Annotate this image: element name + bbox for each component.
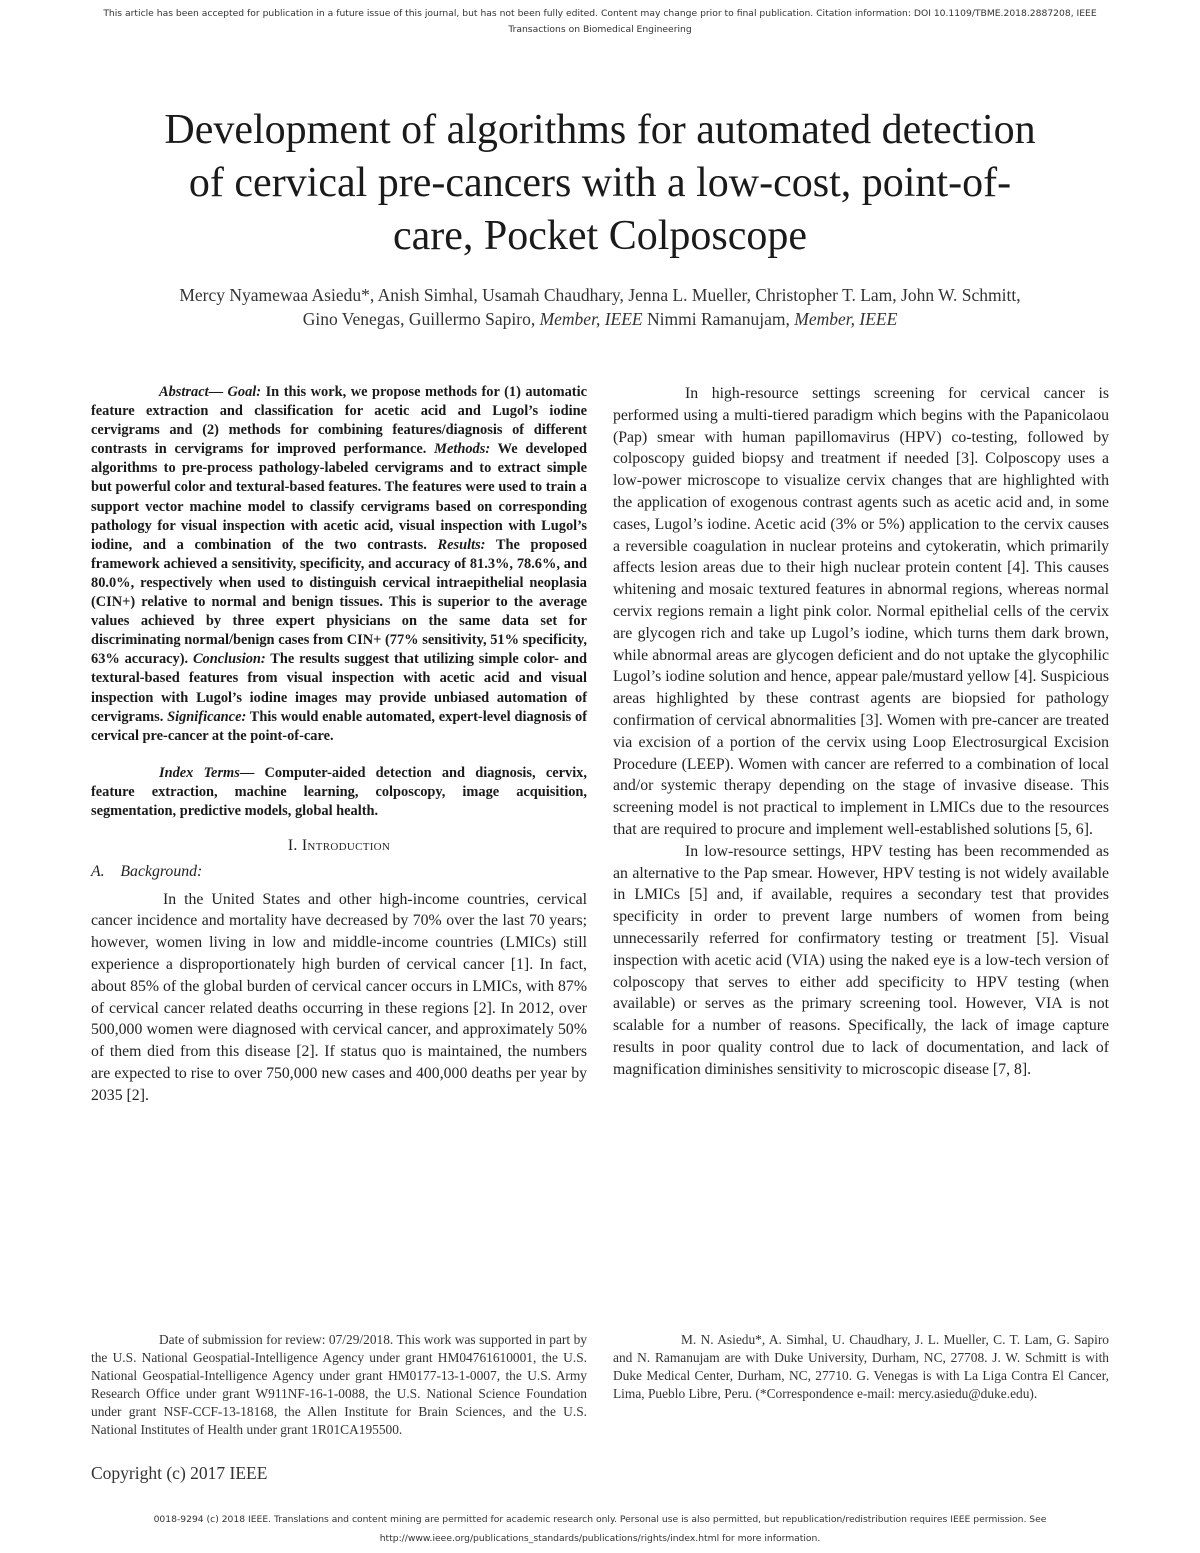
left-column [91,383,587,1107]
copyright-notice: Copyright (c) 2017 IEEE [91,1463,268,1483]
results-label: Results: [437,536,486,553]
intro-paragraph: In the United States and other high-income countries, cervical cancer incidence and mortality have decreased by 70% over the last 70 years; however, women living in low and middle-income countries (LMICs) still experience a disproportionately high burden of cervical cancer [1]. In fact, about 85% of the global burden of cervical cancer occurs in LMICs, with 87% of cervical cancer related deaths occurring in these regions [2]. In 2012, over 500,000 women were diagnosed with cervical cancer, and approximately 50% of them died from this disease [2]. If status quo is maintained, the numbers are expected to rise to over 750,000 new cases and 400,000 deaths per year by 2035 [2]. [91,890,587,1104]
index-terms-text: Computer-aided detection and diagnosis, cervix, feature extraction, machine learning, colposcopy, image acquisition, segmentation, predictive models, global health. [91,764,587,819]
header-citation-line: This article has been accepted for publication in a future issue of this journal, but has not been fully edited. Content may change prior to final publication. Citation information: DOI 10.1109/TBME.2018.2887208, IEEE [103,8,1097,19]
index-terms-label: Index Terms [159,764,240,781]
running-header [0,6,1200,38]
author-list [170,283,1030,331]
funding-footnote-text: Date of submission for review: 07/29/2018. This work was supported in part by the U.S. National Geospatial-Intelligence Agency under grant HM04761610001, the U.S. National Geospatial-Intelligence Agency under grant HM0177-13-1-0007, the U.S. Army Research Office under grant W911NF-16-1-0088, the U.S. National Science Foundation under grant NSF-CCF-13-18168, the Allen Institute for Brain Sciences, and the U.S. National Institutes of Health under grant 1R01CA195500. [91,1332,587,1438]
section-number: I. [287,837,298,855]
abstract: Abstract— Goal: In this work, we propose methods for (1) automatic feature extraction and classification for acetic acid and Lugol’s iodine cervigrams and (2) methods for combining features/diagnosis of different contrasts in cervigrams for improved performance. Methods: We developed algorithms to pre-process pathology-labeled cervigrams and to extract simple but powerful color and textural-based features. The features were used to train a support vector machine model to classify cervigrams based on corresponding pathology for visual inspection with acetic acid, visual inspection with Lugol’s iodine, and a combination of the two contrasts. Results: The proposed framework achieved a sensitivity, specificity, and accuracy of 81.3%, 78.6%, and 80.0%, respectively when used to distinguish cervical intraepithelial neoplasia (CIN+) relative to normal and benign tissues. This is superior to the average values achieved by three expert physicians on the same data set for discriminating normal/benign cases from CIN+ (77% sensitivity, 51% specificity, 63% accuracy). Conclusion: The results suggest that utilizing simple color- and textural-based features from visual inspection with acetic acid and visual inspection with Lugol’s iodine images may provide unbiased automation of cervigrams. Significance: This would enable automated, expert-level diagnosis of cervical pre-cancer at the point-of-care. [91,384,587,744]
subsection-heading-background [91,861,587,883]
abstract-methods: We developed algorithms to pre-process pathology-labeled cervigrams and to extract simple but powerful color and textural-based features. The features were used to train a support vector machine model to classify cervigrams based on corresponding pathology for visual inspection with acetic acid, visual inspection with Lugol’s iodine, and a combination of the two contrasts. [91,441,587,553]
page-footer [0,1510,1200,1548]
abstract-significance: This would enable automated, expert-level diagnosis of cervical pre-cancer at the point-of-care. [91,708,587,744]
abstract-goal: In this work, we propose methods for (1) automatic feature extraction and classification for acetic acid and Lugol’s iodine cervigrams and (2) methods for combining features/diagnosis of different contrasts in cervigrams for improved performance. [91,384,587,458]
abstract-conclusion: The results suggest that utilizing simple color- and textural-based features from visual inspection with acetic acid and visual inspection with Lugol’s iodine images may provide unbiased automation of cervigrams. [91,651,587,725]
screening-paragraph: In high-resource settings screening for cervical cancer is performed using a multi-tiered paradigm which begins with the Papanicolaou (Pap) smear with human papillomavirus (HPV) co-testing, followed by colposcopy guided biopsy and treatment if needed [3]. Colposcopy uses a low-power microscope to visualize cervix changes that are highlighted with the application of exogenous contrast agents such as acetic acid and, in some cases, Lugol’s iodine. Acetic acid (3% or 5%) application to the cervix causes a reversible coagulation in nuclear proteins and cytokeratin, which primarily affects lesion areas due to their high nuclear protein content [4]. This causes whitening and mosaic textured features in abnormal regions, whereas normal cervix regions remain a light pink color. Normal epithelial cells of the cervix are glycogen rich and take up Lugol’s iodine, which turns them dark brown, while abnormal areas are glycogen deficient and do not uptake the glycophilic Lugol’s iodine solution and hence, appear pale/mustard yellow [4]. Suspicious areas highlighted by these contrast agents are biopsied for pathology confirmation of cervical abnormalities [3]. Women with pre-cancer are treated via excision of a portion of the cervix using Loop Electrosurgical Excision Procedure (LEEP). Women with cancer are referred to a combination of local and/or systemic therapy depending on the stage of invasive disease. This screening model is not practical to implement in LMICs due to the resources that are required to procure and implement well-established solutions [5, 6]. [613,385,1109,838]
header-journal-line: Transactions on Biomedical Engineering [508,24,692,35]
paper-title: Development of algorithms for automated detection of cervical pre-cancers with a low-cost, point-of-care, Pocket Colposcope [164,107,1036,259]
goal-label: Goal: [227,384,262,400]
subsection-title: Background: [120,862,203,880]
affiliation-footnote [613,1331,1109,1403]
low-resource-paragraph: In low-resource settings, HPV testing has been recommended as an alternative to the Pap smear. However, HPV testing is not widely available in LMICs [5] and, if available, requires a secondary test that provides specificity in order to prevent large numbers of women from being unnecessarily referred for confirmatory testing or treatment [5]. Visual inspection with acetic acid (VIA) using the naked eye is a low-tech version of colposcopy that serves to either add specificity to HPV testing (when available) or serves as the primary screening tool. However, VIA is not scalable for a number of reasons. Specifically, the lack of image capture results in poor quality control due to lack of documentation, and lack of magnification diminishes sensitivity to microscopic disease [7, 8]. [613,842,1109,1078]
conclusion-label: Conclusion: [192,651,266,668]
author-names: Mercy Nyamewaa Asiedu*, Anish Simhal, Usamah Chaudhary, Jenna L. Mueller, Christopher T. Lam, John W. Schmitt, Gino Venegas, Guillermo Sapiro, [179,285,1021,329]
abstract-results: The proposed framework achieved a sensitivity, specificity, and accuracy of 81.3%, 78.6%, and 80.0%, respectively when used to distinguish cervical intraepithelial neoplasia (CIN+) relative to normal and benign tissues. This is superior to the average values achieved by three expert physicians on the same data set for discriminating normal/benign cases from CIN+ (77% sensitivity, 51% specificity, 63% accuracy). [91,536,587,668]
right-column [613,383,1109,1081]
section-title: Introduction [301,837,391,855]
abstract-label: Abstract [159,384,209,400]
index-terms: Index Terms— Computer-aided detection and diagnosis, cervix, feature extraction, machine learning, colposcopy, image acquisition, segmentation, predictive models, global health. [91,764,587,819]
methods-label: Methods: [434,441,491,458]
significance-label: Significance: [167,708,247,725]
affiliation-footnote-text: M. N. Asiedu*, A. Simhal, U. Chaudhary, J. L. Mueller, C. T. Lam, G. Sapiro and N. Ramanujam are with Duke University, Durham, NC, 27708. J. W. Schmitt is with Duke Medical Center, Durham, NC, 27710. G. Venegas is with La Liga Contra El Cancer, Lima, Pueblo Libre, Peru. (*Correspondence e-mail: mercy.asiedu@duke.edu). [613,1332,1109,1402]
section-heading-introduction [91,835,587,857]
footer-rights-line: 0018-9294 (c) 2018 IEEE. Translations and content mining are permitted for academic research only. Personal use is also permitted, but republication/redistribution requires IEEE permission. See [153,1514,1047,1525]
author-membership-last: Member, IEEE [794,309,898,329]
author-last: Nimmi Ramanujam, [646,309,790,329]
author-membership: Member, IEEE [539,309,643,329]
footer-link-line: http://www.ieee.org/publications_standards/publications/rights/index.html for more information. [379,1533,821,1544]
subsection-label: A. [91,862,105,880]
funding-footnote [91,1331,587,1440]
